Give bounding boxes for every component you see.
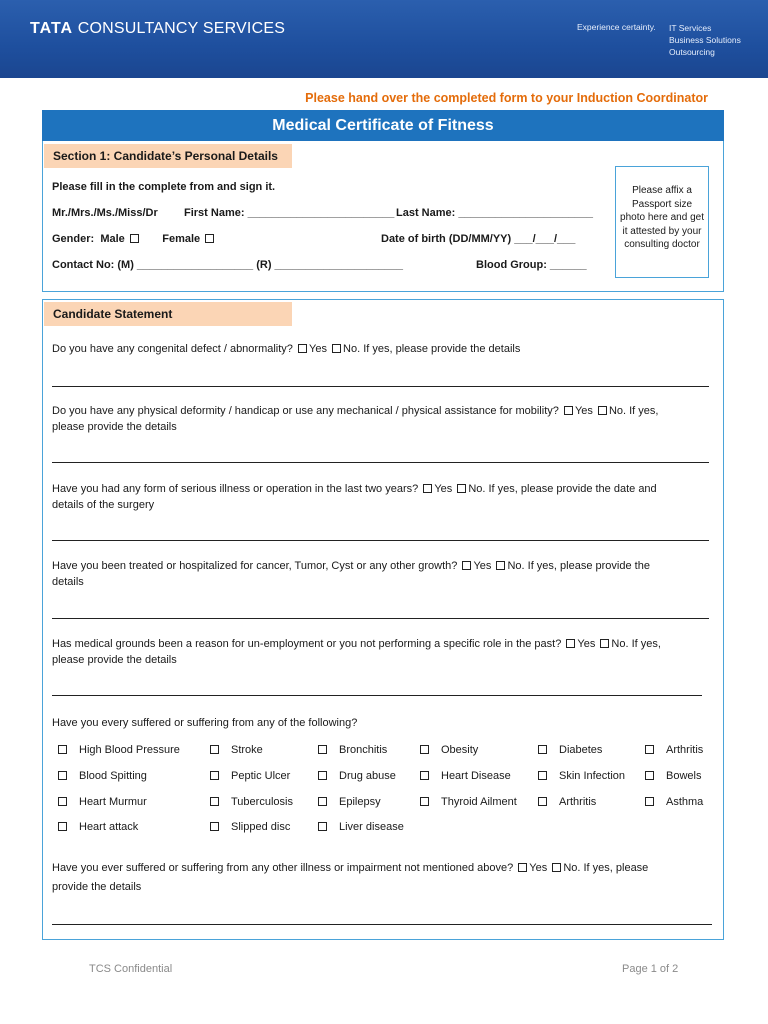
service-item: Business Solutions [669,35,741,45]
yes-label: Yes [574,405,593,417]
condition-checkbox[interactable] [210,745,219,754]
question-continuation: please provide the details [52,421,177,433]
no-checkbox[interactable] [600,639,609,648]
answer-line[interactable] [52,540,709,541]
condition-checkbox[interactable] [538,771,547,780]
condition-option[interactable] [318,796,381,808]
yes-checkbox[interactable] [566,639,575,648]
section-candidate-statement [42,299,724,940]
condition-checkbox[interactable] [538,745,547,754]
no-checkbox[interactable] [552,863,561,872]
answer-line[interactable] [52,924,712,925]
question-congenital [52,343,520,355]
no-label: No. If yes, please provide the date and [468,483,657,495]
yes-label: Yes [529,862,548,874]
blood-group-field[interactable]: Blood Group: ______ [476,259,587,271]
question-other-illness [52,862,648,874]
condition-option[interactable] [538,796,596,808]
yes-checkbox[interactable] [423,484,432,493]
condition-option[interactable] [58,821,138,833]
condition-checkbox[interactable] [318,797,327,806]
condition-label: Peptic Ulcer [231,770,291,782]
question-continuation: please provide the details [52,654,177,666]
female-checkbox[interactable] [205,234,214,243]
question-text: Do you have any congenital defect / abnormality? [52,343,293,355]
condition-label: Drug abuse [339,770,396,782]
question-continuation: provide the details [52,881,142,893]
no-checkbox[interactable] [332,344,341,353]
question-employment [52,638,661,650]
condition-checkbox[interactable] [420,797,429,806]
condition-label: Skin Infection [559,770,626,782]
condition-label: Heart attack [79,821,139,833]
answer-line[interactable] [52,618,709,619]
no-label: No. If yes, please [563,862,649,874]
question-text: Has medical grounds been a reason for un-employment or you not performing a specific role in the past? [52,638,562,650]
no-label: No. If yes, [611,638,661,650]
footer-confidential: TCS Confidential [89,963,173,975]
condition-checkbox[interactable] [318,745,327,754]
condition-label: Slipped disc [231,821,291,833]
form-title: Medical Certificate of Fitness [42,110,724,141]
condition-label: Thyroid Ailment [441,796,517,808]
condition-checkbox[interactable] [58,771,67,780]
condition-option[interactable] [318,770,396,782]
last-name-field[interactable]: Last Name: ______________________ [396,207,593,219]
no-label: No. If yes, please provide the details [343,343,521,355]
condition-checkbox[interactable] [318,771,327,780]
condition-option[interactable] [538,770,625,782]
no-checkbox[interactable] [598,406,607,415]
question-deformity [52,405,658,417]
yes-checkbox[interactable] [462,561,471,570]
first-name-field[interactable]: First Name: ________________________ [184,207,395,219]
condition-option[interactable] [210,796,293,808]
yes-checkbox[interactable] [564,406,573,415]
photo-placeholder: Please affix a Passport size photo here and get it attested by your consulting doctor [615,166,709,278]
service-item: IT Services [669,23,712,33]
condition-label: Blood Spitting [79,770,147,782]
question-conditions: Have you every suffered or suffering from any of the following? [52,717,358,729]
no-label: No. If yes, please provide the [507,560,650,572]
yes-label: Yes [309,343,327,355]
name-prefix-field[interactable]: Mr./Mrs./Ms./Miss/Dr [52,207,158,219]
yes-label: Yes [473,560,492,572]
no-checkbox[interactable] [496,561,505,570]
condition-checkbox[interactable] [645,771,654,780]
male-checkbox[interactable] [130,234,139,243]
footer-page-number: Page 1 of 2 [622,963,679,975]
answer-line[interactable] [52,695,702,696]
question-cancer [52,560,650,572]
tagline: Experience certainty. [577,22,656,32]
question-continuation: details [52,576,84,588]
condition-option[interactable] [318,744,387,756]
question-illness [52,483,657,495]
section1-intro: Please fill in the complete from and sign it. [52,181,276,193]
service-item: Outsourcing [669,47,715,57]
gender-label: Gender: [52,233,95,245]
question-text: Do you have any physical deformity / handicap or use any mechanical / physical assistance for mobility? [52,405,559,417]
answer-line[interactable] [52,386,709,387]
condition-label: Heart Murmur [79,796,147,808]
yes-checkbox[interactable] [518,863,527,872]
section-personal-details [42,141,724,292]
condition-label: Diabetes [559,744,603,756]
condition-label: Epilepsy [339,796,381,808]
yes-checkbox[interactable] [298,344,307,353]
yes-label: Yes [434,483,453,495]
gender-row [52,233,216,245]
condition-label: Arthritis [666,744,704,756]
condition-checkbox[interactable] [58,745,67,754]
condition-option[interactable] [645,770,701,782]
condition-option[interactable] [58,796,147,808]
condition-checkbox[interactable] [58,822,67,831]
condition-label: Tuberculosis [231,796,293,808]
condition-label: Stroke [231,744,263,756]
female-label: Female [162,233,201,245]
condition-option[interactable] [210,821,290,833]
question-text: Have you been treated or hospitalized for cancer, Tumor, Cyst or any other growth? [52,560,458,572]
no-label: No. If yes, [608,405,659,417]
condition-checkbox[interactable] [420,745,429,754]
condition-checkbox[interactable] [210,822,219,831]
condition-checkbox[interactable] [420,771,429,780]
condition-checkbox[interactable] [58,797,67,806]
condition-checkbox[interactable] [645,797,654,806]
condition-label: Liver disease [339,821,404,833]
condition-label: Obesity [441,744,479,756]
company-logo [30,20,285,38]
services-list [669,22,741,58]
male-label: Male [100,233,125,245]
section2-heading: Candidate Statement [44,302,292,326]
condition-option[interactable] [645,744,703,756]
condition-option[interactable] [210,744,263,756]
condition-checkbox[interactable] [318,822,327,831]
condition-option[interactable] [645,796,703,808]
condition-option[interactable] [210,770,290,782]
header-banner [0,0,768,78]
condition-checkbox[interactable] [210,797,219,806]
question-text: Have you had any form of serious illness or operation in the last two years? [52,483,419,495]
question-continuation: details of the surgery [52,499,155,511]
logo-tata: TATA [30,20,74,37]
condition-label: Asthma [666,796,704,808]
dob-field[interactable]: Date of birth (DD/MM/YY) ___/___/___ [381,233,576,245]
condition-label: Arthritis [559,796,597,808]
condition-checkbox[interactable] [538,797,547,806]
condition-option[interactable] [420,770,511,782]
condition-option[interactable] [538,744,602,756]
condition-checkbox[interactable] [645,745,654,754]
condition-option[interactable] [420,796,517,808]
no-checkbox[interactable] [457,484,466,493]
answer-line[interactable] [52,462,709,463]
contact-field[interactable]: Contact No: (M) ___________________ (R) _____________________ [52,259,404,271]
condition-option[interactable] [420,744,478,756]
condition-option[interactable] [318,821,404,833]
condition-checkbox[interactable] [210,771,219,780]
condition-label: Bowels [666,770,702,782]
condition-label: High Blood Pressure [79,744,180,756]
question-text: Have you ever suffered or suffering from any other illness or impairment not mentioned above? [52,862,514,874]
condition-option[interactable] [58,744,180,756]
instruction-text: Please hand over the completed form to your Induction Coordinator [305,91,708,105]
condition-option[interactable] [58,770,147,782]
logo-name: CONSULTANCY SERVICES [77,20,286,37]
yes-label: Yes [577,638,596,650]
condition-label: Heart Disease [441,770,511,782]
section1-heading: Section 1: Candidate’s Personal Details [44,144,292,168]
condition-label: Bronchitis [339,744,388,756]
